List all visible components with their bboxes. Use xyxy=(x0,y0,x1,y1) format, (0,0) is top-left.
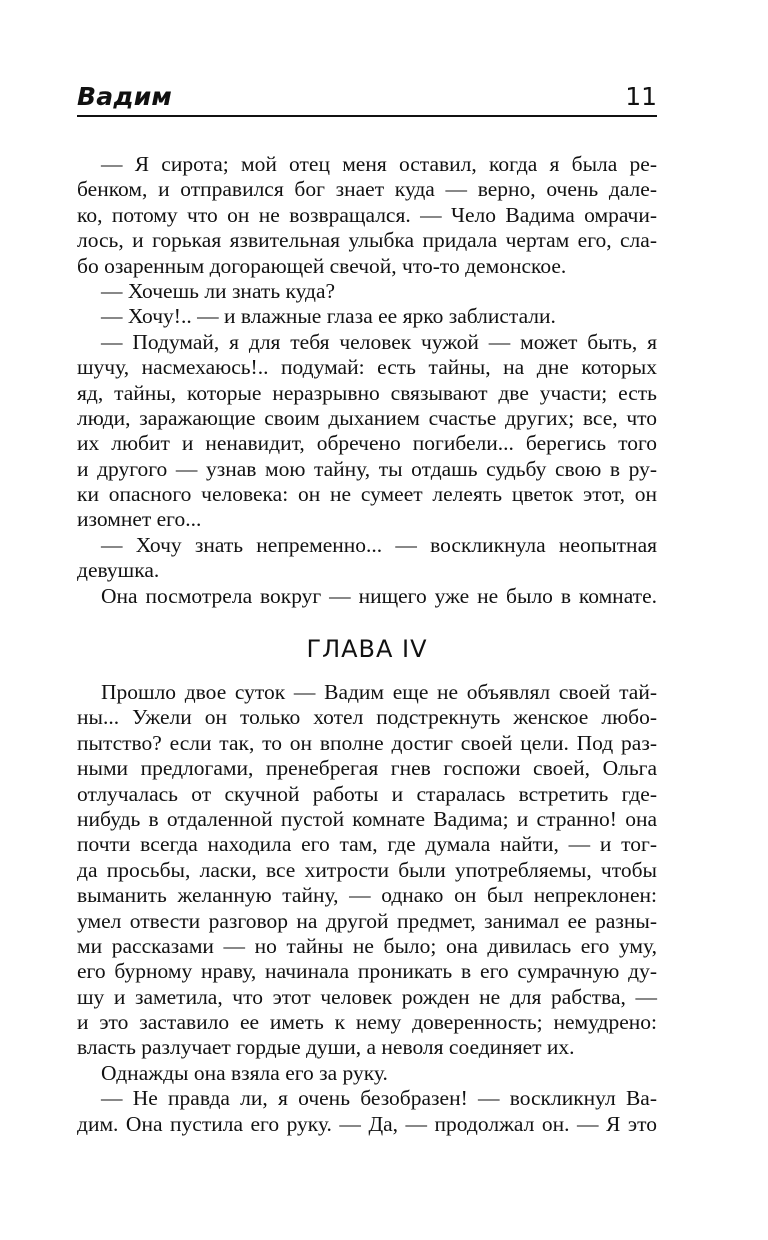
page-number: 11 xyxy=(625,82,657,111)
text-line: и это заставило ее иметь к нему доверенность; немудрено: xyxy=(77,1010,657,1035)
text-line: Она посмотрела вокруг — нищего уже не было в комнате. xyxy=(101,583,657,608)
text-line: отлучалась от скучной работы и старалась встретить где- xyxy=(77,781,657,806)
text-line: ко, потому что он не возвращался. — Чело Вадима омрачи- xyxy=(77,202,657,227)
text-line: девушка. xyxy=(77,558,160,583)
text-line: ны... Ужели он только хотел подстрекнуть женское любо- xyxy=(77,705,657,730)
text-line: Прошло двое суток — Вадим еще не объявлял своей тай- xyxy=(101,680,657,704)
text-line: бенком, и отправился бог знает куда — верно, очень дале- xyxy=(77,177,657,202)
header-rule xyxy=(77,115,657,117)
text-line: — Хочу знать непременно... — воскликнула неопытная xyxy=(101,532,657,557)
text-line: власть разлучает гордые души, а неволя соединяет их. xyxy=(77,1035,575,1060)
text-line: умел отвести разговор на другой предмет, занимал ее разны- xyxy=(77,908,657,933)
running-head xyxy=(77,78,657,118)
text-line: ными предлогами, пренебрегая гнев госпожи своей, Ольга xyxy=(77,756,657,781)
chapter-heading: ГЛАВА IV xyxy=(306,635,428,663)
text-line: — Подумай, я для тебя человек чужой — может быть, я xyxy=(101,329,657,354)
text-line: пытство? если так, то он вполне достиг своей цели. Под раз- xyxy=(77,730,657,755)
text-line: — Хочу!.. — и влажные глаза ее ярко заблистали. xyxy=(101,304,556,329)
text-line: яд, тайны, которые неразрывно связывают две участи; есть xyxy=(77,380,657,405)
text-line: изомнет его... xyxy=(77,507,202,532)
body-text-chapter-four xyxy=(77,680,657,1137)
text-line: — Я сирота; мой отец меня оставил, когда я была ре- xyxy=(101,152,657,176)
text-line: бо озаренным догорающей свечой, что-то демонское. xyxy=(77,253,567,278)
text-line: выманить желанную тайну, — однако он был непреклонен: xyxy=(77,883,657,908)
text-line: Однажды она взяла его за руку. xyxy=(101,1060,388,1085)
text-line: его бурному нраву, начинала проникать в его сумрачную ду- xyxy=(77,959,657,984)
text-line: да просьбы, ласки, все хитрости были употребляемы, чтобы xyxy=(77,857,657,882)
text-line: — Хочешь ли знать куда? xyxy=(101,278,336,303)
text-line: — Не правда ли, я очень безобразен! — воскликнул Ва- xyxy=(101,1086,657,1111)
text-line: и другого — узнав мою тайну, ты отдашь судьбу свою в ру- xyxy=(77,456,657,481)
text-line: ки опасного человека: он не сумеет лелеять цветок этот, он xyxy=(77,482,657,507)
text-line: ми рассказами — но тайны не было; она дивилась его уму, xyxy=(77,933,657,958)
text-line: почти всегда находила его там, где думала найти, — и тог- xyxy=(77,832,657,857)
body-text-before-chapter xyxy=(77,152,657,609)
text-line: лось, и горькая язвительная улыбка придала чертам его, сла- xyxy=(77,228,657,253)
text-line: дим. Она пустила его руку. — Да, — продолжал он. — Я это xyxy=(77,1111,657,1136)
text-line: их любит и ненавидит, обречено погибели... берегись того xyxy=(77,431,657,456)
text-line: люди, заражающие своим дыханием счастье других; все, что xyxy=(77,405,657,430)
text-line: нибудь в отдаленной пустой комнате Вадима; и странно! она xyxy=(77,806,657,831)
text-line: шучу, насмехаюсь!.. подумай: есть тайны, на дне которых xyxy=(77,355,657,380)
running-title: Вадим xyxy=(77,82,173,111)
text-line: шу и заметила, что этот человек рожден не для рабства, — xyxy=(77,984,657,1009)
